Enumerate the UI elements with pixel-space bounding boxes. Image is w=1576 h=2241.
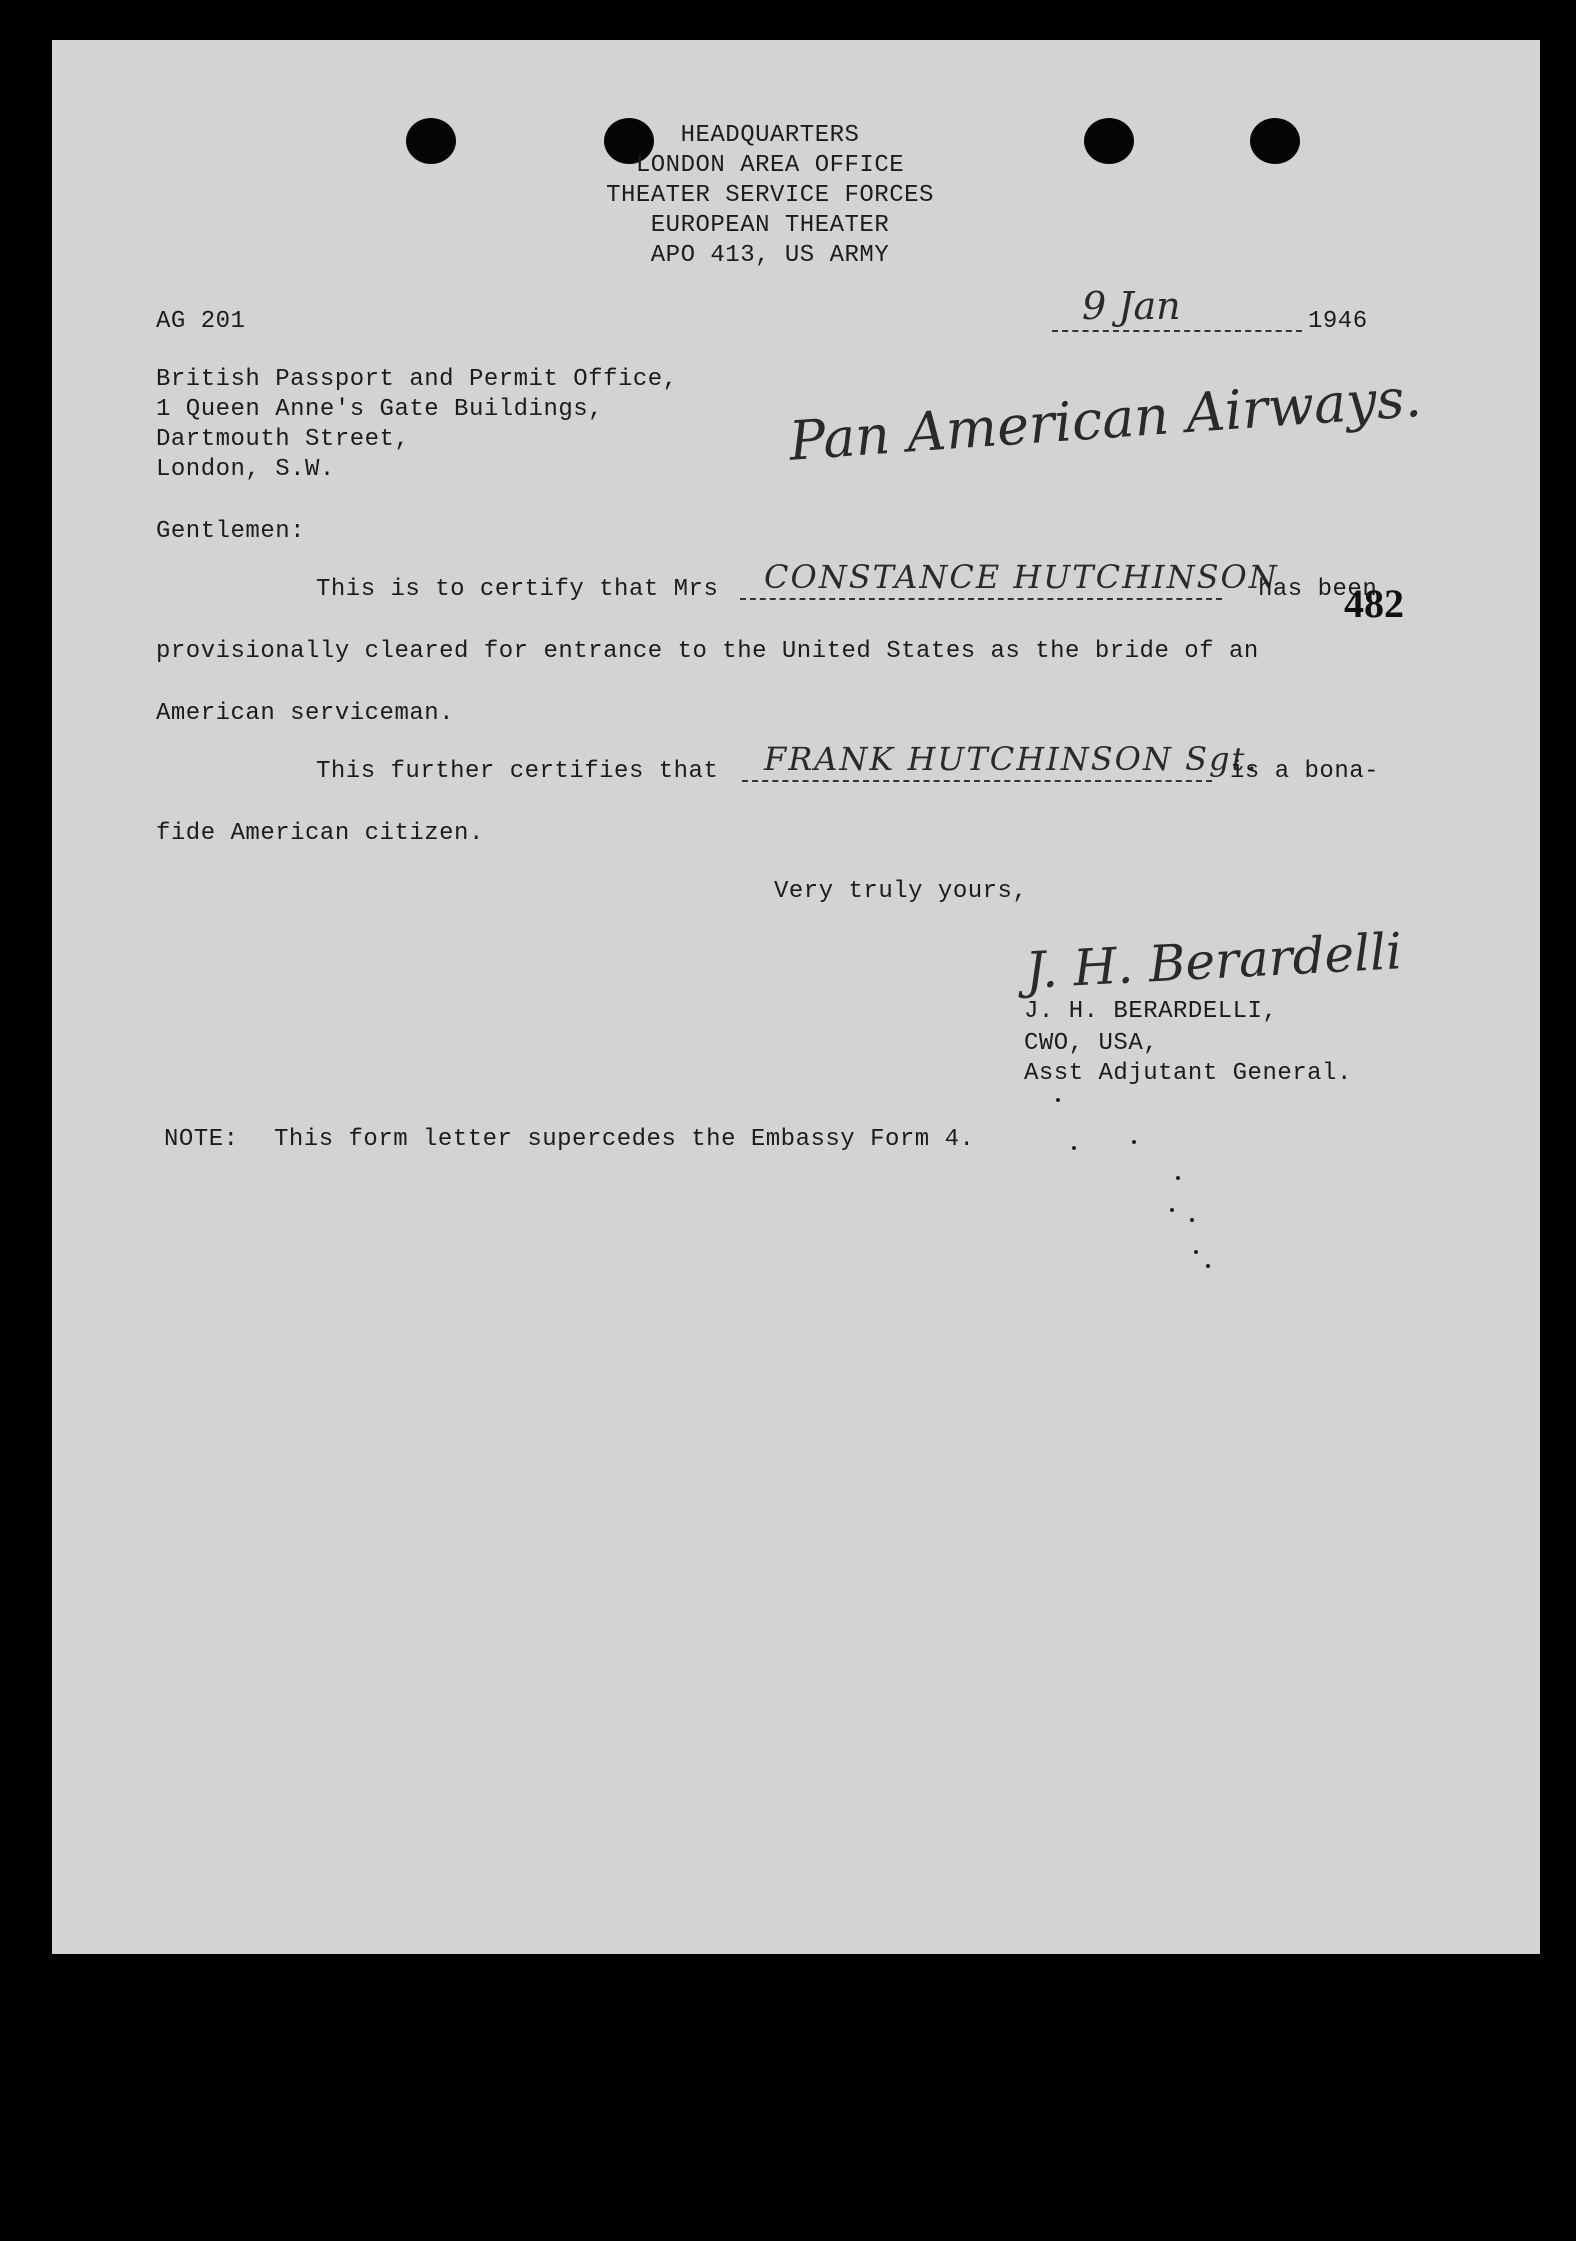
signature-name: J. H. BERARDELLI, — [1024, 998, 1278, 1025]
ink-speck — [1170, 1208, 1174, 1212]
ink-speck — [1190, 1218, 1194, 1222]
note-label: NOTE: — [164, 1126, 239, 1153]
body-text: American serviceman. — [156, 700, 455, 727]
body-text: is a bona- — [1230, 758, 1380, 785]
date-year: 1946 — [1308, 308, 1368, 335]
salutation: Gentlemen: — [156, 518, 306, 545]
ink-speck — [1132, 1140, 1136, 1144]
signature-title: Asst Adjutant General. — [1024, 1060, 1352, 1087]
note-text: This form letter supercedes the Embassy Form 4. — [274, 1126, 975, 1153]
letterhead-line: HEADQUARTERS — [680, 122, 860, 149]
body-text: has been — [1258, 576, 1378, 603]
body-text: This is to certify that Mrs — [316, 576, 719, 603]
handwritten-annotation: Pan American Airways. — [787, 365, 1424, 473]
serviceman-name-handwritten: FRANK HUTCHINSON Sgt. — [764, 740, 1259, 778]
signature-rank: CWO, USA, — [1024, 1030, 1159, 1057]
body-text: fide American citizen. — [156, 820, 484, 847]
page-number-stamp: 482 — [1344, 581, 1404, 626]
ink-speck — [1176, 1176, 1180, 1180]
document-page — [52, 40, 1540, 1954]
closing: Very truly yours, — [774, 878, 1028, 905]
address-line: 1 Queen Anne's Gate Buildings, — [156, 396, 604, 423]
letterhead-line: THEATER SERVICE FORCES — [606, 182, 934, 209]
punch-hole — [1250, 118, 1300, 164]
address-line: Dartmouth Street, — [156, 426, 410, 453]
ink-speck — [1206, 1264, 1210, 1268]
punch-hole — [406, 118, 456, 164]
signature-handwritten: J. H. Berardelli — [1024, 922, 1404, 1000]
ink-speck — [1056, 1098, 1060, 1102]
date-handwritten: 9 Jan — [1082, 284, 1181, 328]
ink-speck — [1072, 1146, 1076, 1150]
body-text: provisionally cleared for entrance to the United States as the bride of an — [156, 638, 1259, 665]
letterhead-line: EUROPEAN THEATER — [650, 212, 890, 239]
date-underline — [1052, 330, 1302, 332]
name-underline — [740, 598, 1222, 600]
body-text: This further certifies that — [316, 758, 719, 785]
punch-hole — [1084, 118, 1134, 164]
address-line: British Passport and Permit Office, — [156, 366, 678, 393]
ink-speck — [1194, 1250, 1198, 1254]
address-line: London, S.W. — [156, 456, 335, 483]
letterhead-line: APO 413, US ARMY — [650, 242, 890, 269]
letterhead-line: LONDON AREA OFFICE — [635, 152, 905, 179]
reference-number: AG 201 — [156, 308, 246, 335]
name-underline — [742, 780, 1212, 782]
bride-name-handwritten: CONSTANCE HUTCHINSON — [764, 558, 1279, 596]
